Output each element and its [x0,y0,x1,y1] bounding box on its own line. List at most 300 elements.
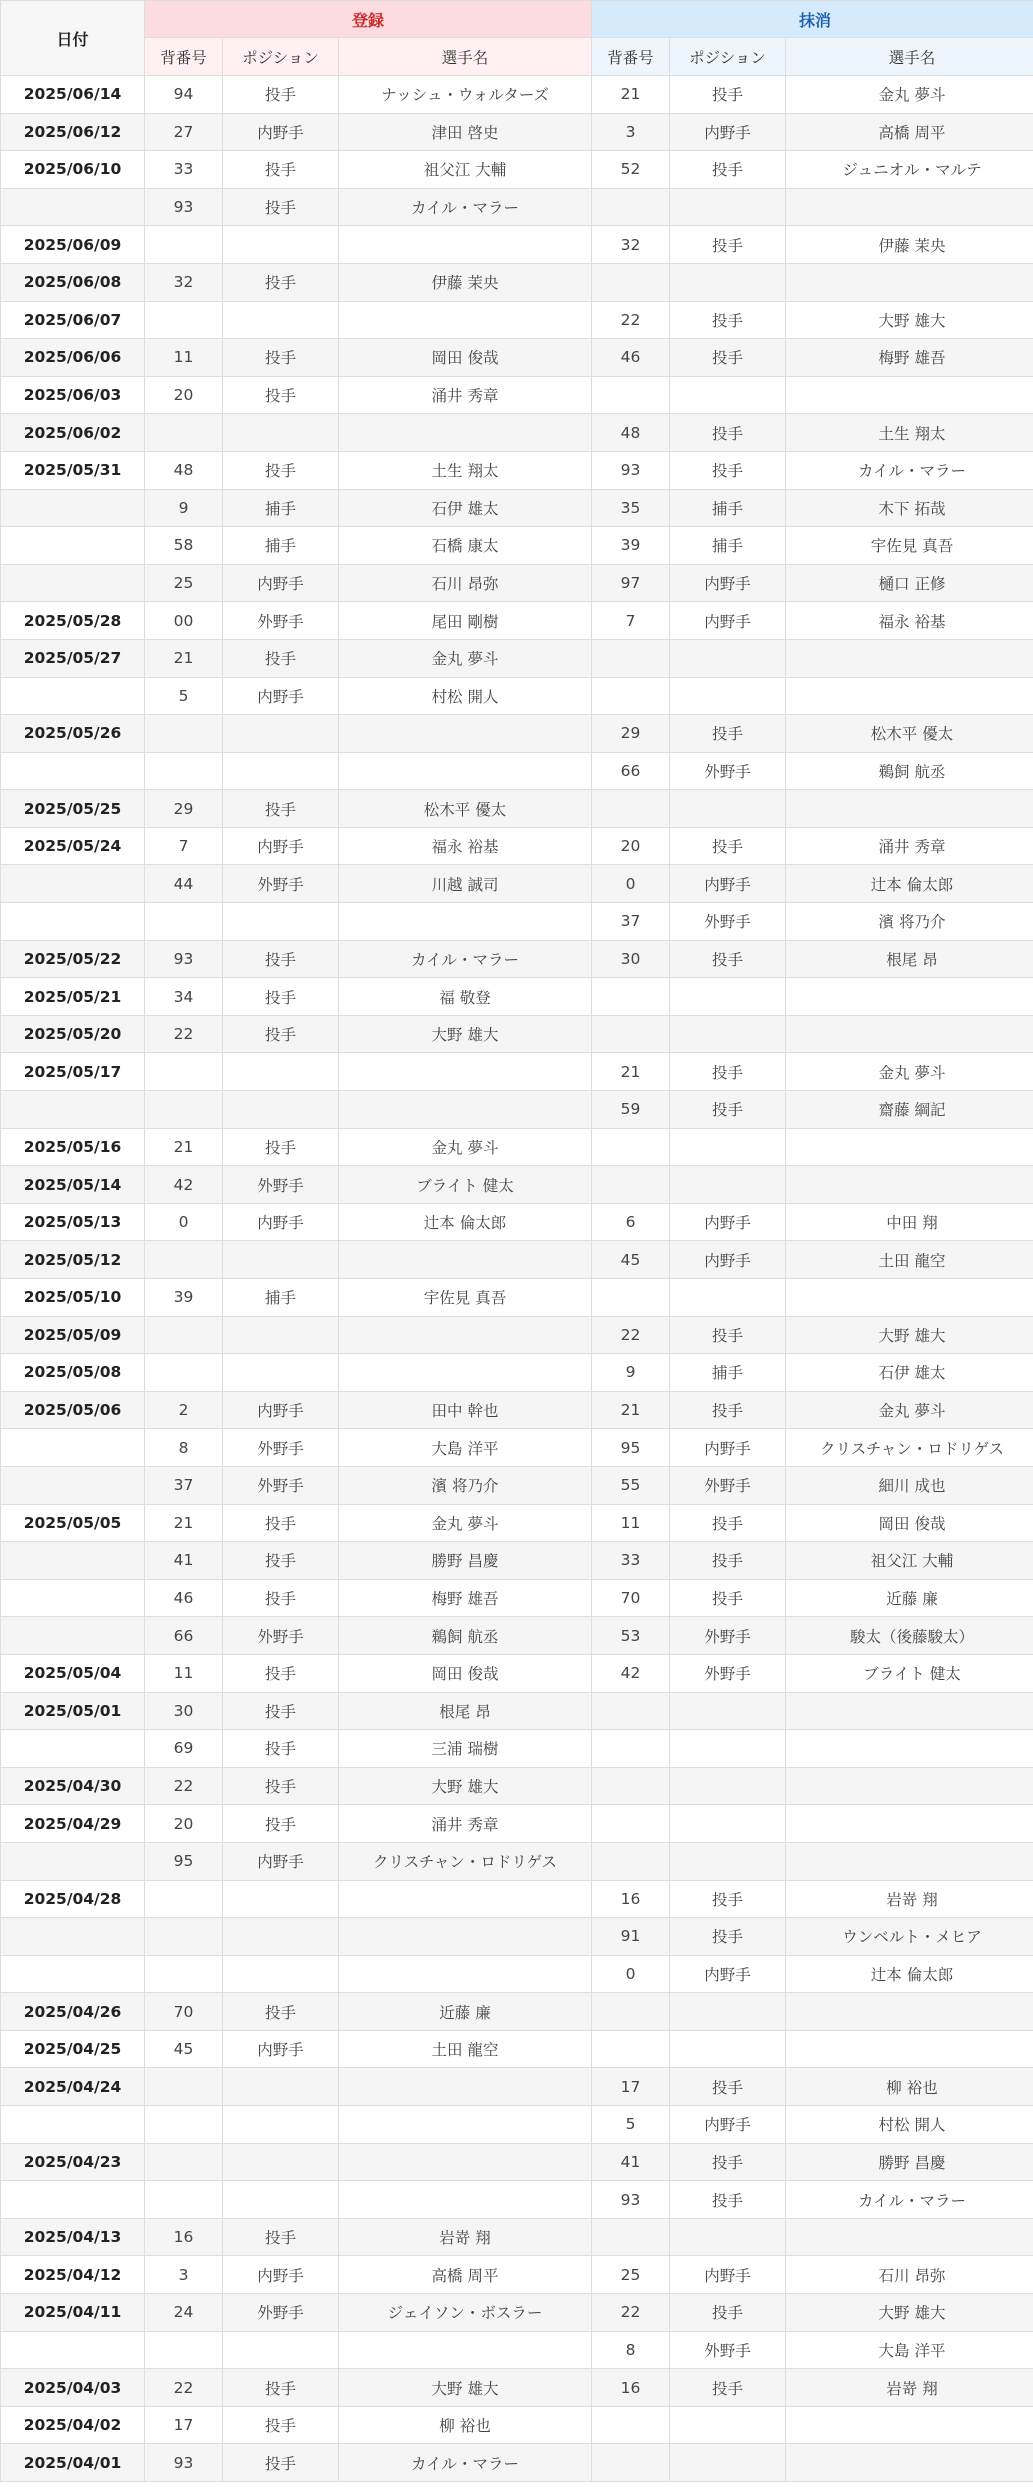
deregistered-position-cell [670,376,786,414]
registered-position-cell [223,2106,339,2144]
deregistered-number-cell: 30 [592,940,670,978]
registered-position-cell [223,715,339,753]
registered-number-cell: 21 [145,639,223,677]
deregistered-player-cell: 勝野 昌慶 [786,2143,1033,2181]
registered-player-cell: 川越 誠司 [339,865,592,903]
table-row [1,527,1033,565]
header-sub-row [1,38,1033,76]
date-cell: 2025/04/26 [1,1993,145,2031]
registered-player-cell: ナッシュ・ウォルターズ [339,76,592,114]
deregistered-number-cell [592,1692,670,1730]
deregistered-player-cell [786,1015,1033,1053]
registered-number-cell [145,2331,223,2369]
deregistered-position-cell: 投手 [670,1091,786,1129]
registered-number-cell: 20 [145,376,223,414]
registered-player-cell: 祖父江 大輔 [339,151,592,189]
deregistered-position-cell: 投手 [670,2294,786,2332]
registered-position-cell: 投手 [223,1128,339,1166]
deregistered-number-cell: 16 [592,2369,670,2407]
deregistered-position-cell: 内野手 [670,564,786,602]
deregistered-number-cell: 39 [592,527,670,565]
registered-position-cell: 投手 [223,2406,339,2444]
deregistered-number-cell: 0 [592,865,670,903]
deregistered-player-cell [786,1279,1033,1317]
registered-player-cell: 高橋 周平 [339,2256,592,2294]
deregistered-player-cell: 伊藤 茉央 [786,226,1033,264]
deregistered-player-cell: 大野 雄大 [786,2294,1033,2332]
date-cell: 2025/05/17 [1,1053,145,1091]
deregistered-number-cell [592,1166,670,1204]
deregistered-player-cell: 梅野 雄吾 [786,339,1033,377]
table-row [1,1842,1033,1880]
table-row [1,752,1033,790]
registered-position-cell: 内野手 [223,1203,339,1241]
registered-position-cell: 捕手 [223,489,339,527]
deregistered-position-cell [670,1128,786,1166]
deregistered-position-cell [670,677,786,715]
registered-number-cell: 11 [145,339,223,377]
registered-position-cell [223,301,339,339]
registered-position-cell: 外野手 [223,602,339,640]
deregistered-position-cell [670,1730,786,1768]
registered-position-cell [223,1091,339,1129]
registered-position-cell: 内野手 [223,827,339,865]
date-cell: 2025/05/22 [1,940,145,978]
registered-player-cell [339,1091,592,1129]
registered-player-cell: 涌井 秀章 [339,1805,592,1843]
deregistered-player-cell [786,263,1033,301]
deregistered-player-cell: 岩嵜 翔 [786,1880,1033,1918]
registered-position-cell [223,903,339,941]
registered-position-cell: 投手 [223,1654,339,1692]
date-cell: 2025/05/27 [1,639,145,677]
deregistered-number-cell: 22 [592,301,670,339]
deregistered-position-cell [670,790,786,828]
registered-position-cell: 投手 [223,76,339,114]
deregistered-number-cell: 17 [592,2068,670,2106]
registered-position-cell [223,1316,339,1354]
date-cell: 2025/05/28 [1,602,145,640]
deregistered-position-cell: 捕手 [670,1354,786,1392]
deregistered-number-cell: 53 [592,1617,670,1655]
deregistered-position-cell: 外野手 [670,1617,786,1655]
registered-player-cell: 大野 雄大 [339,1015,592,1053]
registered-position-cell: 投手 [223,2369,339,2407]
registered-number-cell: 30 [145,1692,223,1730]
table-row [1,339,1033,377]
registered-position-cell: 外野手 [223,865,339,903]
registered-player-cell [339,1955,592,1993]
table-row [1,940,1033,978]
deregistered-position-cell: 投手 [670,414,786,452]
deregistered-number-cell: 59 [592,1091,670,1129]
deregistered-number-cell [592,2406,670,2444]
registered-player-cell: 岩嵜 翔 [339,2218,592,2256]
deregistered-position-cell: 投手 [670,1542,786,1580]
table-row [1,1579,1033,1617]
deregistered-player-cell [786,677,1033,715]
registered-position-cell: 投手 [223,1542,339,1580]
registered-position-cell [223,2181,339,2219]
deregistered-number-cell: 21 [592,1391,670,1429]
registered-number-cell [145,2068,223,2106]
table-row [1,301,1033,339]
deregistered-player-cell: ブライト 健太 [786,1654,1033,1692]
registered-player-cell: 福永 裕基 [339,827,592,865]
registered-position-cell [223,1241,339,1279]
deregistered-number-cell: 55 [592,1466,670,1504]
deregistered-player-cell [786,639,1033,677]
date-cell [1,2331,145,2369]
registered-player-cell: 金丸 夢斗 [339,1504,592,1542]
deregistered-number-cell [592,263,670,301]
deregistered-number-cell: 46 [592,339,670,377]
registered-number-cell: 48 [145,451,223,489]
registered-number-cell: 3 [145,2256,223,2294]
registered-number-cell: 9 [145,489,223,527]
date-cell: 2025/06/08 [1,263,145,301]
table-row [1,1504,1033,1542]
deregistered-position-cell: 内野手 [670,113,786,151]
registered-number-cell: 41 [145,1542,223,1580]
deregistered-player-cell: 樋口 正修 [786,564,1033,602]
deregistered-player-cell: 細川 成也 [786,1466,1033,1504]
date-cell: 2025/05/05 [1,1504,145,1542]
table-row [1,1993,1033,2031]
deregistered-number-cell [592,1805,670,1843]
deregistered-player-cell [786,1767,1033,1805]
deregistered-player-cell: クリスチャン・ロドリゲス [786,1429,1033,1467]
deregistered-player-cell: 石伊 雄太 [786,1354,1033,1392]
registered-position-cell: 内野手 [223,113,339,151]
deregistered-position-cell: 内野手 [670,1429,786,1467]
table-row [1,715,1033,753]
registered-player-cell: 根尾 昂 [339,1692,592,1730]
registered-position-cell [223,1918,339,1956]
registered-player-cell [339,226,592,264]
date-cell [1,1579,145,1617]
table-row [1,639,1033,677]
registered-number-cell: 27 [145,113,223,151]
deregistered-number-cell: 6 [592,1203,670,1241]
date-cell: 2025/04/13 [1,2218,145,2256]
deregistered-player-cell: 中田 翔 [786,1203,1033,1241]
date-cell [1,1730,145,1768]
deregistered-player-cell: 祖父江 大輔 [786,1542,1033,1580]
registered-number-cell: 93 [145,188,223,226]
registered-number-cell: 0 [145,1203,223,1241]
deregistered-number-cell [592,1767,670,1805]
table-row [1,2106,1033,2144]
registered-player-cell: 大野 雄大 [339,2369,592,2407]
date-cell: 2025/06/06 [1,339,145,377]
table-row [1,564,1033,602]
deregistered-player-cell [786,1805,1033,1843]
registered-number-cell [145,2143,223,2181]
deregistered-number-cell [592,639,670,677]
registered-number-cell: 17 [145,2406,223,2444]
registered-number-cell [145,752,223,790]
date-cell: 2025/05/13 [1,1203,145,1241]
deregistered-number-cell [592,1279,670,1317]
deregistered-position-cell: 投手 [670,226,786,264]
date-cell: 2025/06/10 [1,151,145,189]
deregistered-position-cell: 投手 [670,1579,786,1617]
deregistered-number-cell: 25 [592,2256,670,2294]
date-cell: 2025/05/09 [1,1316,145,1354]
deregistered-player-cell: 大野 雄大 [786,1316,1033,1354]
registered-number-cell [145,1091,223,1129]
registered-position-cell: 捕手 [223,1279,339,1317]
table-row [1,865,1033,903]
deregistered-player-cell: 木下 拓哉 [786,489,1033,527]
deregistered-position-cell [670,1279,786,1317]
deregistered-player-cell: 涌井 秀章 [786,827,1033,865]
table-row [1,1128,1033,1166]
registered-position-cell: 投手 [223,978,339,1016]
date-cell [1,489,145,527]
deregistered-position-cell [670,2406,786,2444]
header-group-row [1,1,1033,38]
deregistered-number-header: 背番号 [592,38,670,76]
deregistered-position-header: ポジション [670,38,786,76]
registered-player-cell [339,2181,592,2219]
date-cell [1,677,145,715]
registered-position-cell [223,1955,339,1993]
registered-number-cell: 7 [145,827,223,865]
deregistered-position-cell [670,2030,786,2068]
registered-position-cell: 投手 [223,376,339,414]
registered-number-cell: 44 [145,865,223,903]
deregistered-player-cell [786,376,1033,414]
deregistered-player-cell [786,1993,1033,2031]
deregistered-player-cell: 根尾 昂 [786,940,1033,978]
deregistered-player-cell: 駿太（後藤駿太） [786,1617,1033,1655]
registered-position-cell: 投手 [223,451,339,489]
deregistered-position-cell: 投手 [670,76,786,114]
registered-player-cell: 土生 翔太 [339,451,592,489]
deregistered-position-cell: 外野手 [670,1466,786,1504]
registered-player-cell: 土田 龍空 [339,2030,592,2068]
deregistered-position-cell [670,2218,786,2256]
deregistered-number-cell: 48 [592,414,670,452]
date-cell: 2025/04/29 [1,1805,145,1843]
registered-number-cell: 32 [145,263,223,301]
deregistered-player-cell: 金丸 夢斗 [786,1053,1033,1091]
registered-number-cell: 21 [145,1504,223,1542]
deregistered-number-cell [592,1842,670,1880]
registered-player-cell: 金丸 夢斗 [339,639,592,677]
deregistered-player-cell [786,1692,1033,1730]
table-body [1,76,1033,2482]
registered-player-cell [339,1241,592,1279]
table-row [1,2444,1033,2482]
deregistered-position-cell [670,978,786,1016]
deregistered-position-cell [670,639,786,677]
table-row [1,1918,1033,1956]
deregistered-number-cell [592,677,670,715]
table-row [1,1166,1033,1204]
registered-player-cell [339,2143,592,2181]
deregistered-player-cell [786,978,1033,1016]
deregistered-number-cell: 37 [592,903,670,941]
table-row [1,2369,1033,2407]
date-cell [1,188,145,226]
registered-number-cell: 94 [145,76,223,114]
registered-player-cell [339,301,592,339]
deregistered-player-cell: 宇佐見 真吾 [786,527,1033,565]
deregistered-number-cell [592,2218,670,2256]
date-cell [1,2181,145,2219]
deregistered-position-cell: 内野手 [670,602,786,640]
deregistered-position-cell [670,1015,786,1053]
registered-position-cell [223,226,339,264]
deregistered-player-cell: カイル・マラー [786,451,1033,489]
registered-number-cell [145,414,223,452]
registered-number-cell: 93 [145,2444,223,2482]
date-cell [1,1617,145,1655]
deregistered-position-cell: 投手 [670,1918,786,1956]
registered-position-cell [223,414,339,452]
table-row [1,151,1033,189]
registered-position-cell: 内野手 [223,1842,339,1880]
registered-player-cell: ブライト 健太 [339,1166,592,1204]
registered-player-cell: 大野 雄大 [339,1767,592,1805]
table-row [1,602,1033,640]
deregistered-player-cell: 村松 開人 [786,2106,1033,2144]
registered-position-cell: 投手 [223,639,339,677]
registered-position-cell: 内野手 [223,564,339,602]
registered-number-cell: 22 [145,1767,223,1805]
deregistered-position-cell [670,1842,786,1880]
table-row [1,489,1033,527]
registered-position-cell: 投手 [223,940,339,978]
deregistered-number-cell [592,2444,670,2482]
table-row [1,1316,1033,1354]
table-row [1,1805,1033,1843]
registered-position-cell [223,752,339,790]
registered-number-cell: 2 [145,1391,223,1429]
deregistered-number-cell [592,1015,670,1053]
deregistered-position-cell [670,1805,786,1843]
deregistered-player-header: 選手名 [786,38,1033,76]
registered-position-cell: 投手 [223,2218,339,2256]
registered-number-cell: 00 [145,602,223,640]
registered-number-cell: 95 [145,1842,223,1880]
registered-position-cell: 内野手 [223,2030,339,2068]
deregistered-position-cell: 投手 [670,451,786,489]
deregistered-number-cell: 11 [592,1504,670,1542]
deregistered-number-cell [592,978,670,1016]
table-row [1,451,1033,489]
deregistered-player-cell [786,1730,1033,1768]
registered-number-cell: 34 [145,978,223,1016]
date-cell: 2025/04/12 [1,2256,145,2294]
registered-number-cell [145,1316,223,1354]
registered-number-cell: 20 [145,1805,223,1843]
date-cell: 2025/04/11 [1,2294,145,2332]
deregistered-position-cell: 捕手 [670,527,786,565]
table-row [1,2406,1033,2444]
registered-position-cell: 捕手 [223,527,339,565]
deregistered-number-cell: 70 [592,1579,670,1617]
deregistered-position-cell: 外野手 [670,903,786,941]
table-row [1,903,1033,941]
registered-position-cell: 投手 [223,188,339,226]
date-cell [1,1429,145,1467]
registered-player-cell: 鵜飼 航丞 [339,1617,592,1655]
registered-position-cell: 内野手 [223,677,339,715]
registered-player-cell [339,1880,592,1918]
deregistered-player-cell [786,790,1033,828]
deregistered-player-cell: 高橋 周平 [786,113,1033,151]
registered-number-header: 背番号 [145,38,223,76]
deregistered-position-cell: 外野手 [670,1654,786,1692]
registered-number-cell [145,1241,223,1279]
deregistered-position-cell: 内野手 [670,2106,786,2144]
date-column-header: 日付 [1,1,145,76]
deregistered-number-cell [592,1993,670,2031]
deregistered-number-cell: 21 [592,76,670,114]
deregistered-position-cell: 投手 [670,1504,786,1542]
date-cell: 2025/05/16 [1,1128,145,1166]
deregistered-player-cell: 大島 洋平 [786,2331,1033,2369]
deregistered-player-cell: 大野 雄大 [786,301,1033,339]
date-cell: 2025/04/02 [1,2406,145,2444]
deregistered-number-cell [592,1730,670,1768]
registered-player-cell [339,2106,592,2144]
registered-player-cell [339,1918,592,1956]
deregistered-number-cell: 5 [592,2106,670,2144]
registered-number-cell: 69 [145,1730,223,1768]
deregistered-number-cell: 41 [592,2143,670,2181]
table-row [1,226,1033,264]
table-row [1,1429,1033,1467]
deregistered-number-cell [592,790,670,828]
table-row [1,2068,1033,2106]
deregistered-number-cell: 22 [592,2294,670,2332]
table-row [1,2294,1033,2332]
deregistered-player-cell: 石川 昂弥 [786,2256,1033,2294]
registered-position-cell: 投手 [223,2444,339,2482]
table-row [1,2030,1033,2068]
registered-position-cell [223,2331,339,2369]
deregistered-player-cell [786,2030,1033,2068]
date-cell: 2025/06/07 [1,301,145,339]
date-cell: 2025/05/26 [1,715,145,753]
deregistered-player-cell [786,2406,1033,2444]
table-row [1,2143,1033,2181]
registered-player-cell: 石橋 康太 [339,527,592,565]
table-row [1,1730,1033,1768]
deregistered-number-cell: 8 [592,2331,670,2369]
registered-position-cell: 外野手 [223,2294,339,2332]
registered-player-cell: クリスチャン・ロドリゲス [339,1842,592,1880]
registered-number-cell: 25 [145,564,223,602]
date-cell: 2025/05/21 [1,978,145,1016]
deregistered-number-cell: 93 [592,2181,670,2219]
table-row [1,1880,1033,1918]
table-row [1,2181,1033,2219]
deregistered-number-cell: 9 [592,1354,670,1392]
date-cell [1,1842,145,1880]
date-cell [1,2106,145,2144]
registered-player-cell: 梅野 雄吾 [339,1579,592,1617]
registered-number-cell: 24 [145,2294,223,2332]
deregistered-player-cell: ジュニオル・マルテ [786,151,1033,189]
table-row [1,1391,1033,1429]
registered-position-cell: 投手 [223,1579,339,1617]
